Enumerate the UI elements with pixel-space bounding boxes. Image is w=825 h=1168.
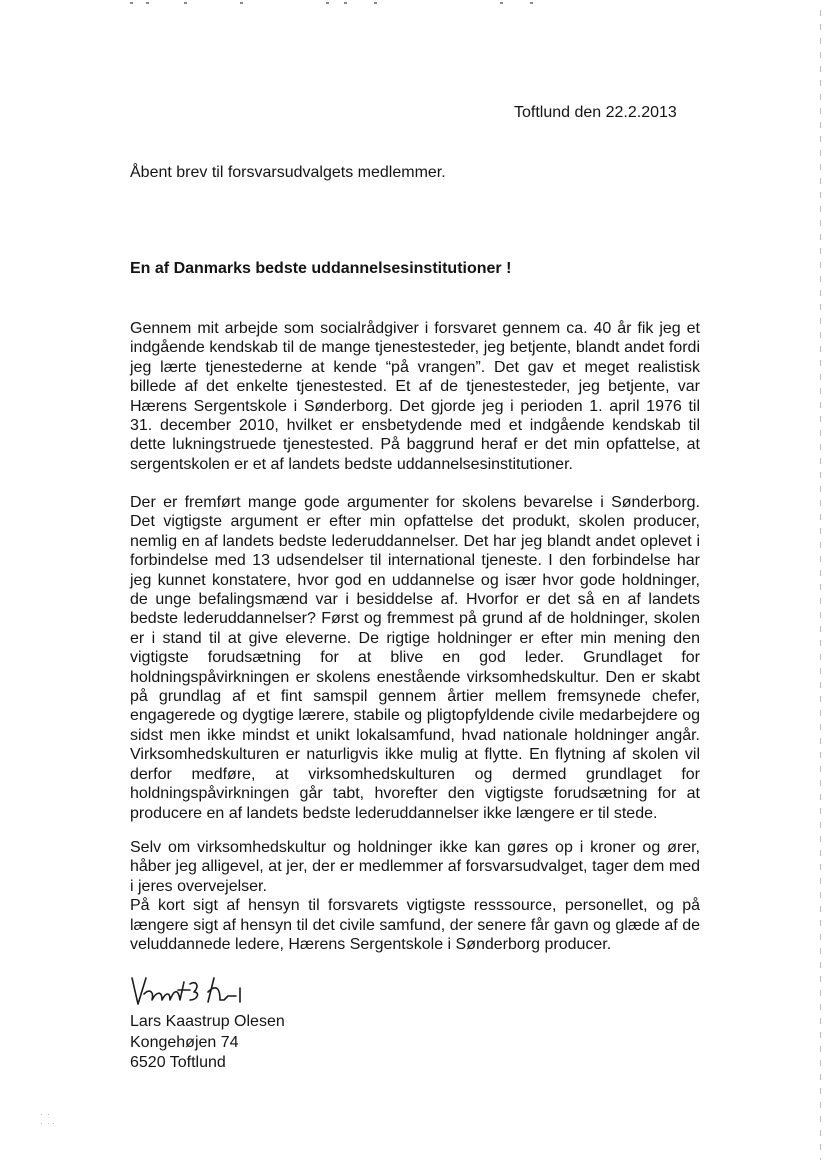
scan-specks: · · · · · [40,1110,55,1128]
letter-salutation: Åbent brev til forsvarsudvalgets medlemmer. [130,164,446,181]
sender-address [130,1012,285,1074]
paragraph-1: Gennem mit arbejde som socialrådgiver i forsvaret gennem ca. 40 år fik jeg et indgående kendskab til de mange tjenestesteder, jeg betjente, blandt andet fordi jeg lærte tjenestederne at kende “på vrangen”. Det gav et meget realistisk billede af det enkelte tjenestested. Et af de tjenestesteder, jeg betjente, var Hærens Sergentskole i Sønderborg. Det gjorde jeg i perioden 1. april 1976 til 31. december 2010, hvilket er ensbetydende med et indgående kendskab til dette lukningstruede tjenestested. På baggrund heraf er det min opfattelse, at sergentskolen er et af landets bedste uddannelsesinstitutioner. [130,320,700,473]
paragraph-3: Selv om virksomhedskultur og holdninger ikke kan gøres op i kroner og ører, håber jeg alligevel, at jer, der er medlemmer af forsvarsudvalget, tager dem med i jeres overvejelser. På kort sigt af hensyn til forsvarets vigtigste resssource, personellet, og på længere sigt af hensyn til det civile samfund, der senere får gavn og glæde af de veluddannede ledere, Hærens Sergentskole i Sønderborg producer. [130,839,700,954]
sender-street: Kongehøjen 74 [130,1033,239,1051]
handwritten-signature [128,970,268,1014]
sender-name: Lars Kaastrup Olesen [130,1013,285,1030]
letter-heading: En af Danmarks bedste uddannelsesinstitutioner ! [130,260,512,277]
scan-edge-line [820,10,821,1160]
scan-artifacts-top [0,0,825,14]
letter-dateline: Toftlund den 22.2.2013 [514,104,677,121]
sender-city: 6520 Toftlund [130,1054,226,1071]
paragraph-2: Der er fremført mange gode argumenter for skolens bevarelse i Sønderborg. Det vigtigste argument er efter min opfattelse det produkt, skolen producer, nemlig en af landets bedste lederuddannelser. Det har jeg blandt andet oplevet i forbindelse med 13 udsendelser til international tjeneste. I den forbindelse har jeg kunnet konstatere, hvor god en uddannelse og især hvor gode holdninger, de unge befalingsmænd var i besiddelse af. Hvorfor er det så en af landets bedste lederuddannelser? Først og fremmest på grund af de holdninger, skolen er i stand til at give eleverne. De rigtige holdninger er efter min mening den vigtigste forudsætning for at blive en god leder. Grundlaget for holdningspåvirkningen er skolens enestående virksomhedskultur. Den er skabt på grundlag af et fint samspil gennem årtier mellem fremsynede chefer, engagerede og dygtige lærere, stabile og pligtopfyldende civile medarbejdere og sidst men ikke mindst et unikt lokalsamfund, hvad nationale holdninger angår. Virksomhedskulturen er naturligvis ikke mulig at flytte. En flytning af skolen vil derfor medføre, at virksomhedskulturen og dermed grundlaget for holdningspåvirkningen går tabt, hvorefter den vigtigste forudsætning for at producere en af landets bedste lederuddannelser ikke længere er til stede. [130,494,700,822]
